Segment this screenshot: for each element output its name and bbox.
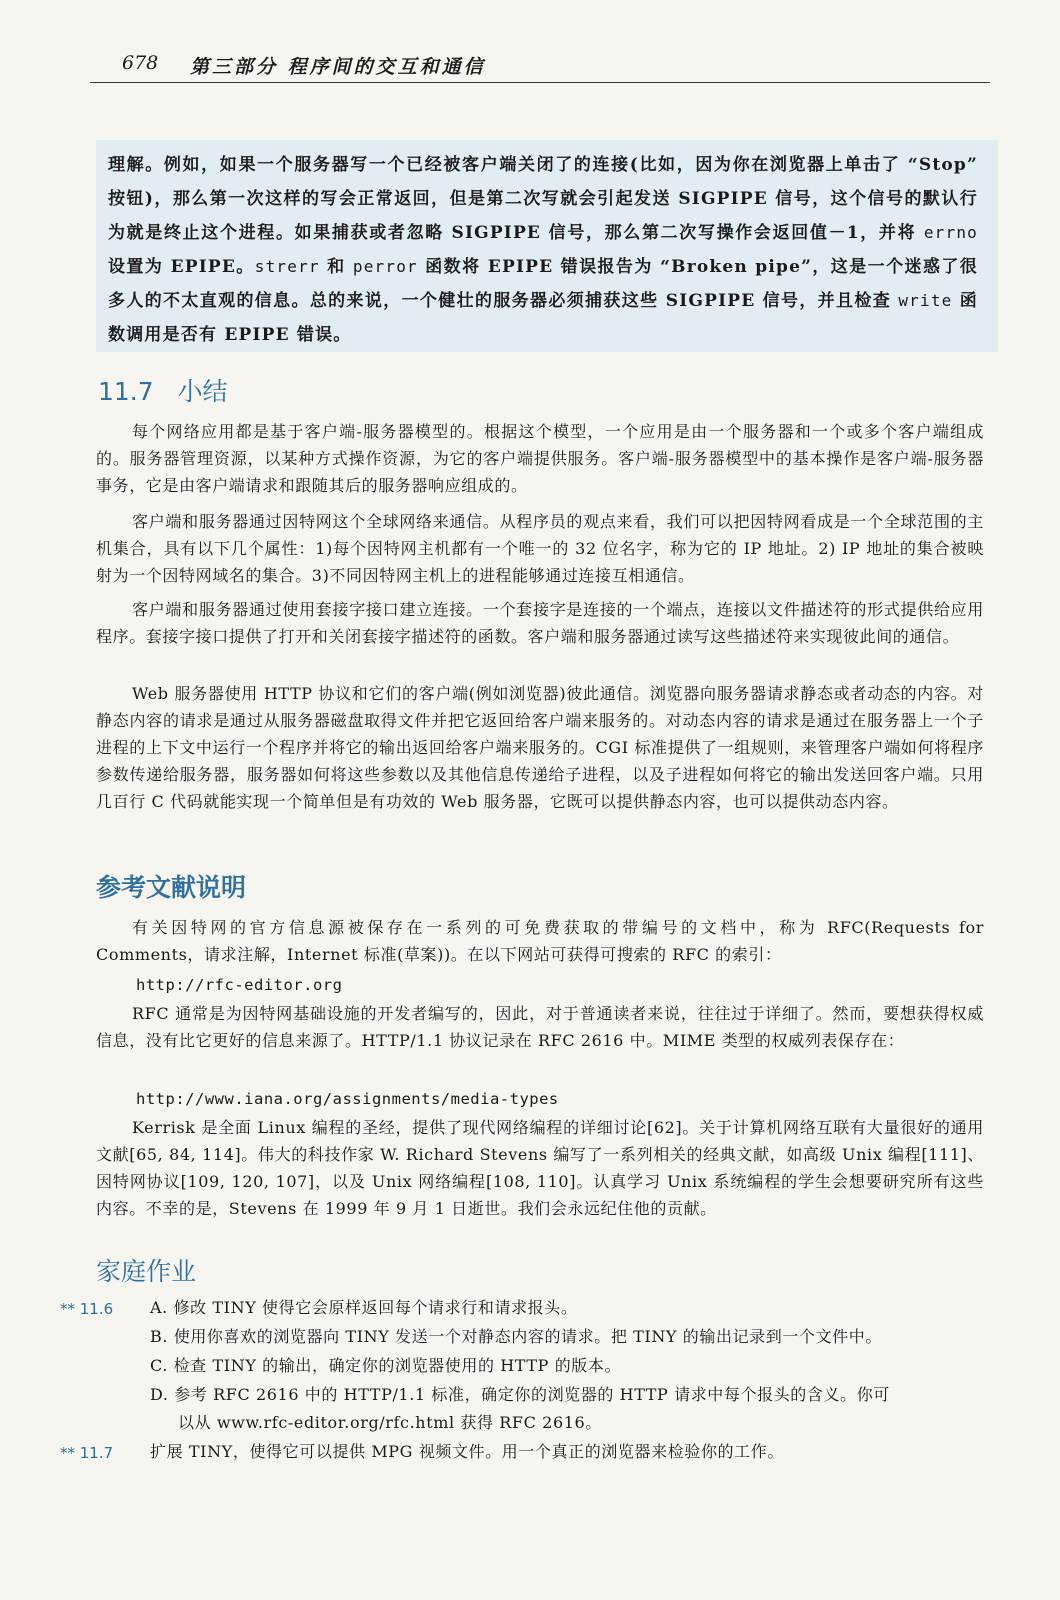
aside-text: 理解。例如，如果一个服务器写一个已经被客户端关闭了的连接(比如，因为你在浏览器上单击了 “Stop” 按钮)，那么第一次这样的写会正常返回，但是第二次写就会引起发送 SIGPIPE 信号，这个信号的默认行为就是终止这个进程。如果捕获或者忽略 SIGPIPE 信号，那么第二次写操作会返回值－1，并将 errno 设置为 EPIPE。strerr 和 perror 函数将 EPIPE 错误报告为 “Broken pipe”，这是一个迷惑了很多人的不太直观的信息。总的来说，一个健壮的服务器必须捕获这些 SIGPIPE 信号，并且检查 write 函数调用是否有 EPIPE 错误。 xyxy=(108,155,978,345)
section-heading-homework: 家庭作业 xyxy=(96,1257,197,1286)
summary-paragraph: 客户端和服务器通过使用套接字接口建立连接。一个套接字是连接的一个端点，连接以文件描述符的形式提供给应用程序。套接字接口提供了打开和关闭套接字描述符的函数。客户端和服务器通过读写这些描述符来实现彼此间的通信。 xyxy=(96,600,984,646)
problem-item: C. 检查 TINY 的输出，确定你的浏览器使用的 HTTP 的版本。 xyxy=(150,1356,622,1375)
aside-box xyxy=(96,140,998,352)
section-heading-summary xyxy=(98,372,228,408)
section-heading-references: 参考文献说明 xyxy=(96,873,247,902)
code-strerr: strerr xyxy=(254,257,320,276)
problem-number: ** 11.6 xyxy=(60,1300,114,1318)
running-head: 第三部分 程序间的交互和通信 xyxy=(190,56,486,78)
code-perror: perror xyxy=(352,257,418,276)
code-errno: errno xyxy=(923,223,978,242)
reference-url: http://www.iana.org/assignments/media-types xyxy=(136,1090,559,1108)
problem-item: B. 使用你喜欢的浏览器向 TINY 发送一个对静态内容的请求。把 TINY 的输出记录到一个文件中。 xyxy=(150,1327,882,1346)
references-paragraph: RFC 通常是为因特网基础设施的开发者编写的，因此，对于普通读者来说，往往过于详细了。然而，要想获得权威信息，没有比它更好的信息来源了。HTTP/1.1 协议记录在 RFC 2616 中。MIME 类型的权威列表保存在： xyxy=(96,1004,984,1050)
code-write: write xyxy=(898,291,953,310)
references-paragraph: Kerrisk 是全面 Linux 编程的圣经，提供了现代网络编程的详细讨论[62]。关于计算机网络互联有大量很好的通用文献[65, 84, 114]。伟大的科技作家 W. Richard Stevens 编写了一系列相关的经典文献，如高级 Unix 编程[111]、因特网协议[109, 120, 107]，以及 Unix 网络编程[108, 110]。认真学习 Unix 系统编程的学生会想要研究所有这些内容。不幸的是，Stevens 在 1999 年 9 月 1 日逝世。我们会永远纪住他的贡献。 xyxy=(96,1118,984,1218)
section-title: 小结 xyxy=(177,377,228,406)
problem-item: A. 修改 TINY 使得它会原样返回每个请求行和请求报头。 xyxy=(150,1298,578,1317)
section-number: 11.7 xyxy=(98,377,154,406)
summary-paragraph: 客户端和服务器通过因特网这个全球网络来通信。从程序员的观点来看，我们可以把因特网看成是一个全球范围的主机集合，具有以下几个属性：1)每个因特网主机都有一个唯一的 32 位名字，称为它的 IP 地址。2) IP 地址的集合被映射为一个因特网域名的集合。3)不同因特网主机上的进程能够通过连接互相通信。 xyxy=(96,512,984,585)
problem-item: 以从 www.rfc-editor.org/rfc.html 获得 RFC 2616。 xyxy=(178,1413,602,1432)
page-header xyxy=(90,50,990,83)
reference-url: http://rfc-editor.org xyxy=(136,976,343,994)
problem-item: 扩展 TINY，使得它可以提供 MPG 视频文件。用一个真正的浏览器来检验你的工作。 xyxy=(150,1442,784,1461)
problem-number: ** 11.7 xyxy=(60,1444,114,1462)
summary-paragraph: 每个网络应用都是基于客户端-服务器模型的。根据这个模型，一个应用是由一个服务器和一个或多个客户端组成的。服务器管理资源，以某种方式操作资源，为它的客户端提供服务。客户端-服务器模型中的基本操作是客户端-服务器事务，它是由客户端请求和跟随其后的服务器响应组成的。 xyxy=(96,422,984,495)
problem-item: D. 参考 RFC 2616 中的 HTTP/1.1 标准，确定你的浏览器的 HTTP 请求中每个报头的含义。你可 xyxy=(150,1385,890,1404)
references-paragraph: 有关因特网的官方信息源被保存在一系列的可免费获取的带编号的文档中，称为 RFC(Requests for Comments，请求注解，Internet 标准(草案))。在以下网站可获得可搜索的 RFC 的索引： xyxy=(96,918,984,964)
summary-paragraph: Web 服务器使用 HTTP 协议和它们的客户端(例如浏览器)彼此通信。浏览器向服务器请求静态或者动态的内容。对静态内容的请求是通过从服务器磁盘取得文件并把它返回给客户端来服务的。对动态内容的请求是通过在服务器上一个子进程的上下文中运行一个程序并将它的输出返回给客户端来服务的。CGI 标准提供了一组规则，来管理客户端如何将程序参数传递给服务器，服务器如何将这些参数以及其他信息传递给子进程，以及子进程如何将它的输出发送回客户端。只用几百行 C 代码就能实现一个简单但是有功效的 Web 服务器，它既可以提供静态内容，也可以提供动态内容。 xyxy=(96,684,984,811)
page-number: 678 xyxy=(122,52,159,74)
